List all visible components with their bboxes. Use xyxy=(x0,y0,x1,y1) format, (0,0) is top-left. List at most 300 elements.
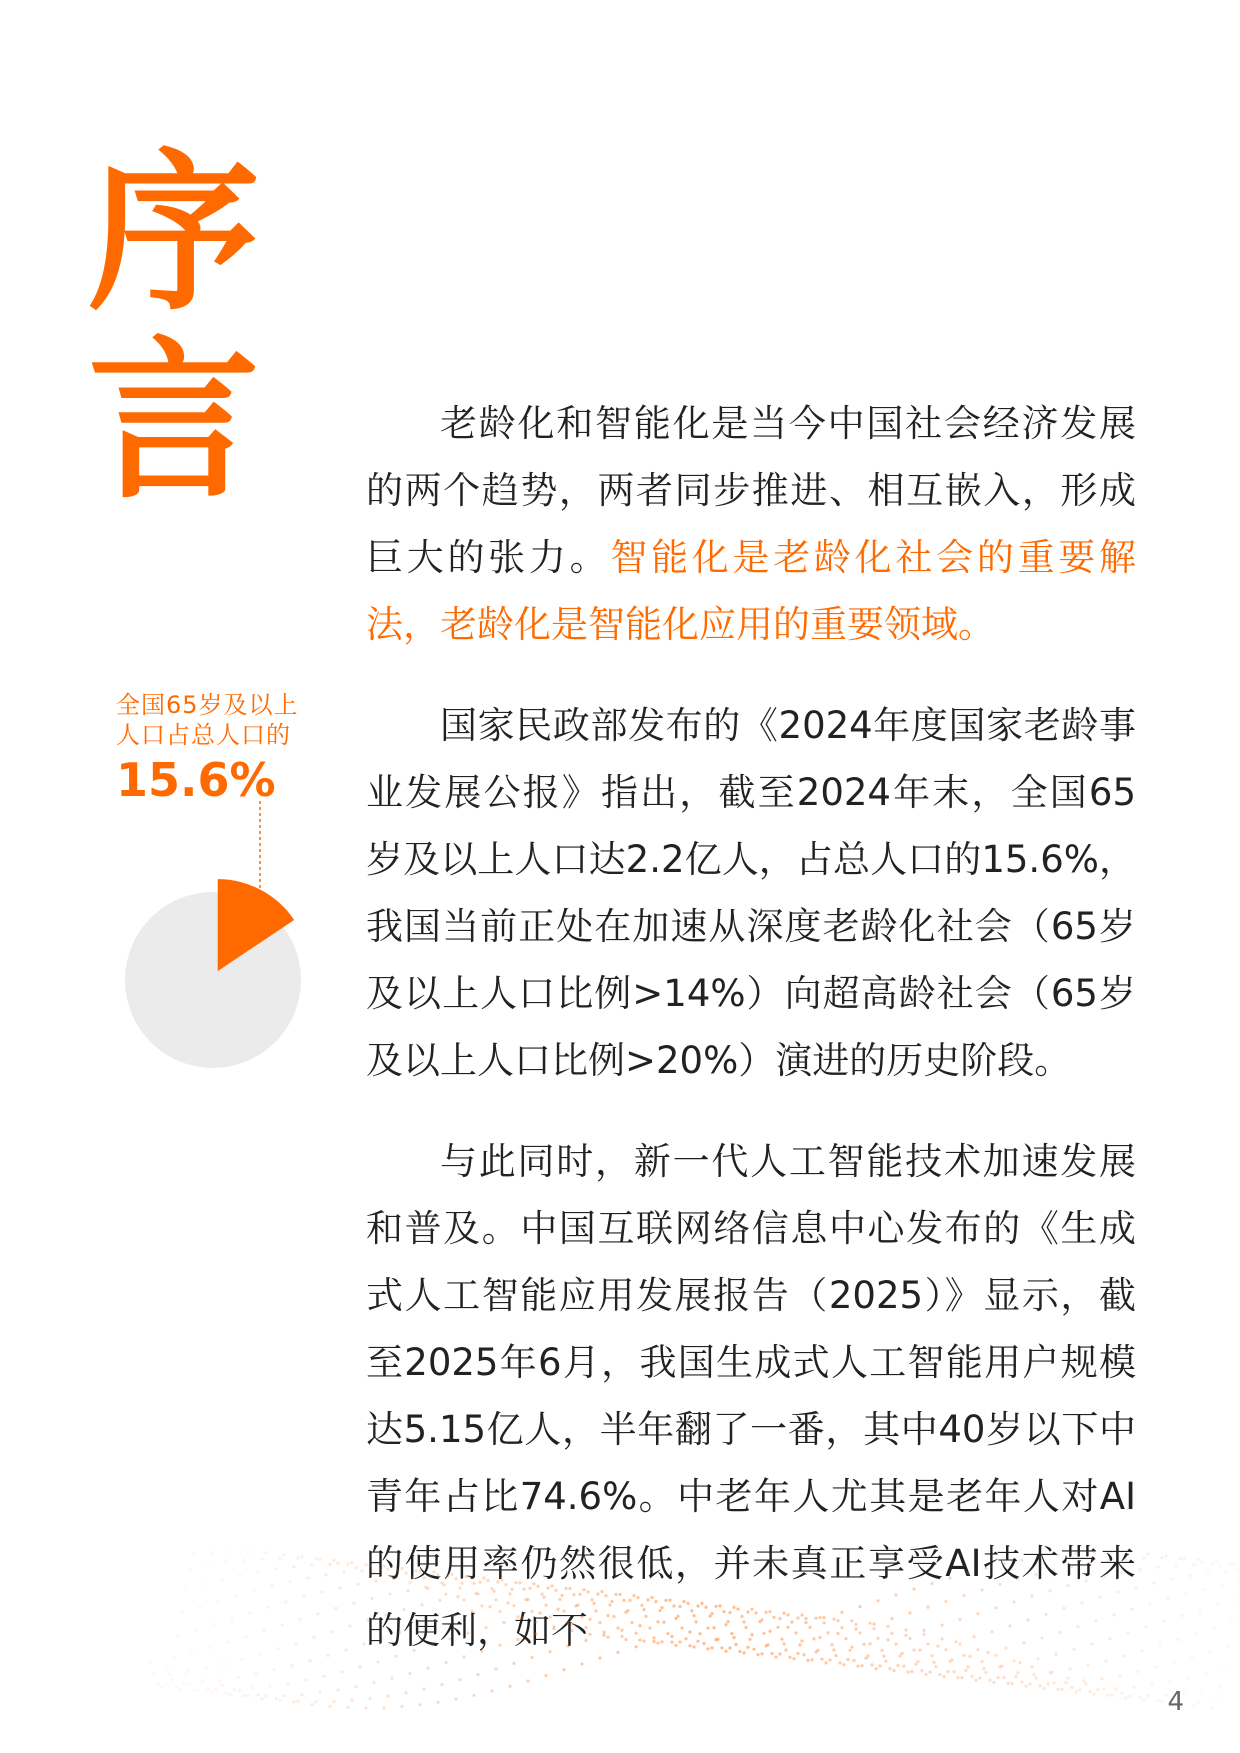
decoration-dot xyxy=(688,1644,691,1647)
decoration-dot xyxy=(354,1685,357,1688)
decoration-dot xyxy=(160,1685,163,1688)
decoration-dot xyxy=(510,1588,513,1591)
decoration-dot xyxy=(786,1626,789,1629)
decoration-dot xyxy=(1048,1671,1051,1674)
decoration-dot xyxy=(902,1665,905,1668)
decoration-dot xyxy=(506,1601,509,1604)
decoration-dot xyxy=(706,1647,709,1650)
decoration-dot xyxy=(984,1567,987,1570)
decoration-dot xyxy=(528,1587,531,1590)
decoration-dot xyxy=(934,1665,937,1668)
decoration-dot xyxy=(840,1626,843,1629)
decoration-dot xyxy=(1120,1571,1123,1574)
decoration-dot xyxy=(1138,1696,1141,1699)
decoration-dot xyxy=(310,1703,313,1706)
decoration-dot xyxy=(1124,1558,1127,1561)
decoration-dot xyxy=(552,1627,555,1630)
decoration-dot xyxy=(368,1564,371,1567)
decoration-dot xyxy=(548,1650,551,1653)
decoration-dot xyxy=(772,1616,775,1619)
decoration-dot xyxy=(294,1642,297,1645)
page-number: 4 xyxy=(1167,1687,1184,1717)
decoration-dot xyxy=(638,1624,641,1627)
decoration-dot xyxy=(940,1623,943,1626)
decoration-dot xyxy=(484,1626,487,1629)
decoration-dot xyxy=(780,1638,783,1641)
decoration-dot xyxy=(1222,1667,1225,1670)
decoration-dot xyxy=(810,1658,813,1661)
decoration-dot xyxy=(612,1615,615,1618)
decoration-dot xyxy=(900,1652,903,1655)
decoration-dot xyxy=(388,1593,391,1596)
decoration-dot xyxy=(710,1646,713,1649)
decoration-dot xyxy=(448,1637,451,1640)
decoration-dot xyxy=(346,1706,349,1709)
decoration-dot xyxy=(1178,1557,1181,1560)
decoration-dot xyxy=(302,1595,305,1598)
decoration-dot xyxy=(1040,1636,1043,1639)
decoration-dot xyxy=(290,1664,293,1667)
decoration-dot xyxy=(376,1660,379,1663)
decoration-dot xyxy=(372,1681,375,1684)
decoration-dot xyxy=(986,1651,989,1654)
paragraph-3: 与此同时，新一代人工智能技术加速发展和普及。中国互联网络信息中心发布的《生成式人工智能应用发展报告（2025）》显示，截至2025年6月，我国生成式人工智能用户规模达5.15亿人，半年翻了一番，其中40岁以下中青年占比74.6%。中老年人尤其是老年人对AI的使用率仍然很低，并未真正享受AI技术带来的便利，如不 xyxy=(366,1140,1136,1652)
decoration-dot xyxy=(740,1615,743,1618)
decoration-dot xyxy=(566,1644,569,1647)
decoration-dot xyxy=(184,1587,187,1590)
decoration-dot xyxy=(244,1635,247,1638)
decoration-dot xyxy=(728,1646,731,1649)
decoration-dot xyxy=(582,1588,585,1591)
decoration-dot xyxy=(696,1640,699,1643)
stat-label-line-1: 全国65岁及以上 xyxy=(116,691,299,719)
decoration-dot xyxy=(450,1573,453,1576)
decoration-dot xyxy=(318,1558,321,1561)
decoration-dot xyxy=(698,1632,701,1635)
decoration-dot xyxy=(970,1675,973,1678)
decoration-dot xyxy=(972,1635,975,1638)
decoration-dot xyxy=(1234,1598,1237,1601)
decoration-dot xyxy=(818,1636,821,1639)
decoration-dot xyxy=(604,1594,607,1597)
decoration-dot xyxy=(442,1583,445,1586)
decoration-dot xyxy=(568,1587,571,1590)
page-title-char-1: 序 xyxy=(88,133,260,334)
decoration-dot xyxy=(754,1611,757,1614)
decoration-dot xyxy=(732,1606,735,1609)
decoration-dot xyxy=(1024,1685,1027,1688)
decoration-dot xyxy=(1156,1566,1159,1569)
decoration-dot xyxy=(396,1568,399,1571)
decoration-dot xyxy=(1134,1586,1137,1589)
decoration-dot xyxy=(846,1658,849,1661)
decoration-dot xyxy=(360,1569,363,1572)
decoration-dot xyxy=(800,1613,803,1616)
decoration-dot xyxy=(820,1658,823,1661)
decoration-dot xyxy=(852,1659,855,1662)
decoration-dot xyxy=(774,1655,777,1658)
decoration-dot xyxy=(1236,1569,1239,1572)
decoration-dot xyxy=(382,1565,385,1568)
decoration-dot xyxy=(1104,1659,1107,1662)
decoration-dot xyxy=(778,1652,781,1655)
decoration-dot xyxy=(332,1700,335,1703)
decoration-dot xyxy=(556,1608,559,1611)
decoration-dot xyxy=(306,1576,309,1579)
decoration-dot xyxy=(1188,1574,1191,1577)
decoration-dot xyxy=(188,1683,191,1686)
decoration-dot xyxy=(826,1631,829,1634)
decoration-dot xyxy=(932,1661,935,1664)
decoration-dot xyxy=(280,1624,283,1627)
decoration-dot xyxy=(682,1600,685,1603)
page-title-char-2: 言 xyxy=(88,321,260,522)
decoration-dot xyxy=(530,1656,533,1659)
decoration-dot xyxy=(1204,1672,1207,1675)
decoration-dot xyxy=(602,1633,605,1636)
decoration-dot xyxy=(686,1602,689,1605)
decoration-dot xyxy=(1114,1687,1117,1690)
decoration-dot xyxy=(382,1706,385,1709)
decoration-dot xyxy=(206,1687,209,1690)
decoration-dot xyxy=(422,1576,425,1579)
decoration-dot xyxy=(246,1694,249,1697)
decoration-dot xyxy=(400,1567,403,1570)
decoration-dot xyxy=(268,1685,271,1688)
decoration-dot xyxy=(558,1598,561,1601)
decoration-dot xyxy=(980,1588,983,1591)
decoration-dot xyxy=(488,1605,491,1608)
decoration-dot xyxy=(854,1627,857,1630)
decoration-dot xyxy=(1008,1624,1011,1627)
decoration-dot xyxy=(1142,1557,1145,1560)
decoration-dot xyxy=(822,1616,825,1619)
decoration-dot xyxy=(404,1691,407,1694)
decoration-dot xyxy=(892,1669,895,1672)
decoration-dot xyxy=(906,1670,909,1673)
decoration-dot xyxy=(1088,1562,1091,1565)
decoration-dot xyxy=(384,1613,387,1616)
decoration-dot xyxy=(588,1633,591,1636)
paragraph-1-highlight: 智能化是老龄化社会的重要解法，老龄化是智能化应用的重要领域。 xyxy=(366,536,1137,646)
decoration-dot xyxy=(832,1648,835,1651)
decoration-dot xyxy=(824,1661,827,1664)
decoration-dot xyxy=(578,1593,581,1596)
decoration-dot xyxy=(922,1633,925,1636)
decoration-dot xyxy=(164,1682,167,1685)
decoration-dot xyxy=(908,1637,911,1640)
decoration-dot xyxy=(1028,1682,1031,1685)
decoration-dot xyxy=(700,1602,703,1605)
decoration-dot xyxy=(492,1589,495,1592)
decoration-dot xyxy=(532,1582,535,1585)
decoration-dot xyxy=(502,1621,505,1624)
decoration-dot xyxy=(206,1564,209,1567)
decoration-dot xyxy=(256,1693,259,1696)
decoration-dot xyxy=(254,1672,257,1675)
decoration-dot xyxy=(470,1610,473,1613)
decoration-dot xyxy=(446,1574,449,1577)
decoration-dot xyxy=(882,1655,885,1658)
decoration-dot xyxy=(550,1584,553,1587)
decoration-dot xyxy=(462,1655,465,1658)
decoration-dot xyxy=(1146,1694,1149,1697)
decoration-dot xyxy=(1162,1620,1165,1623)
decoration-dot xyxy=(894,1593,897,1596)
decoration-dot xyxy=(960,1676,963,1679)
decoration-dot xyxy=(516,1615,519,1618)
decoration-dot xyxy=(1200,1561,1203,1564)
decoration-dot xyxy=(1044,1613,1047,1616)
decoration-dot xyxy=(572,1593,575,1596)
decoration-dot xyxy=(968,1655,971,1658)
decoration-dot xyxy=(838,1661,841,1664)
decoration-dot xyxy=(614,1593,617,1596)
decoration-dot xyxy=(624,1638,627,1641)
decoration-dot xyxy=(234,1594,237,1597)
decoration-dot xyxy=(634,1632,637,1635)
decoration-dot xyxy=(1042,1687,1045,1690)
decoration-dot xyxy=(166,1667,169,1670)
decoration-dot xyxy=(1018,1661,1021,1664)
decoration-dot xyxy=(336,1562,339,1565)
decoration-dot xyxy=(480,1649,483,1652)
decoration-dot xyxy=(650,1596,653,1599)
decoration-dot xyxy=(522,1588,525,1591)
decoration-dot xyxy=(1112,1613,1115,1616)
decoration-dot xyxy=(458,1587,461,1590)
decoration-dot xyxy=(778,1617,781,1620)
decoration-dot xyxy=(878,1664,881,1667)
decoration-dot xyxy=(322,1675,325,1678)
decoration-dot xyxy=(1034,1676,1037,1679)
decoration-dot xyxy=(828,1658,831,1661)
decoration-dot xyxy=(288,1580,291,1583)
decoration-dot xyxy=(922,1629,925,1632)
decoration-dot xyxy=(776,1626,779,1629)
decoration-dot xyxy=(498,1644,501,1647)
decoration-dot xyxy=(870,1663,873,1666)
decoration-dot xyxy=(792,1657,795,1660)
decoration-dot xyxy=(632,1594,635,1597)
decoration-dot xyxy=(1180,1614,1183,1617)
decoration-dot xyxy=(398,1631,401,1634)
decoration-dot xyxy=(618,1593,621,1596)
decoration-dot xyxy=(1080,1601,1083,1604)
decoration-dot xyxy=(282,1553,285,1556)
decoration-dot xyxy=(1128,1694,1131,1697)
decoration-dot xyxy=(1002,1562,1005,1565)
decoration-dot xyxy=(992,1681,995,1684)
decoration-dot xyxy=(748,1638,751,1641)
decoration-dot xyxy=(1218,1565,1221,1568)
decoration-dot xyxy=(1058,1631,1061,1634)
decoration-dot xyxy=(188,1567,191,1570)
decoration-dot xyxy=(494,1598,497,1601)
decoration-dot xyxy=(212,1623,215,1626)
decoration-dot xyxy=(1130,1608,1133,1611)
decoration-dot xyxy=(840,1611,843,1614)
decoration-dot xyxy=(238,1689,241,1692)
decoration-dot xyxy=(346,1562,349,1565)
decoration-dot xyxy=(440,1683,443,1686)
decoration-dot xyxy=(952,1670,955,1673)
decoration-dot xyxy=(1056,1553,1059,1556)
decoration-dot xyxy=(964,1669,967,1672)
decoration-dot xyxy=(616,1651,619,1654)
decoration-dot xyxy=(1082,1679,1085,1682)
decoration-dot xyxy=(544,1674,547,1677)
decoration-dot xyxy=(252,1589,255,1592)
decoration-dot xyxy=(544,1604,547,1607)
decoration-dot xyxy=(678,1640,681,1643)
decoration-dot xyxy=(808,1626,811,1629)
decoration-dot xyxy=(832,1618,835,1621)
decoration-dot xyxy=(1152,1581,1155,1584)
decoration-dot xyxy=(1218,1686,1221,1689)
decoration-dot xyxy=(1168,1680,1171,1683)
decoration-dot xyxy=(948,1576,951,1579)
decoration-dot xyxy=(1106,1693,1109,1696)
decoration-dot xyxy=(886,1638,889,1641)
decoration-dot xyxy=(746,1646,749,1649)
decoration-dot xyxy=(284,1600,287,1603)
decoration-dot xyxy=(464,1575,467,1578)
decoration-dot xyxy=(874,1667,877,1670)
decoration-dot xyxy=(474,1592,477,1595)
decoration-dot xyxy=(1066,1677,1069,1680)
decoration-dot xyxy=(1004,1646,1007,1649)
decoration-dot xyxy=(596,1592,599,1595)
decoration-dot xyxy=(526,1679,529,1682)
decoration-dot xyxy=(412,1649,415,1652)
decoration-dot xyxy=(802,1653,805,1656)
decoration-dot xyxy=(1100,1677,1103,1680)
decoration-dot xyxy=(1120,1692,1123,1695)
decoration-dot xyxy=(380,1637,383,1640)
decoration-dot xyxy=(324,1573,327,1576)
decoration-dot xyxy=(926,1606,929,1609)
decoration-dot xyxy=(156,1682,159,1685)
decoration-dot xyxy=(1052,1569,1055,1572)
decoration-dot xyxy=(512,1662,515,1665)
decoration-dot xyxy=(1010,1682,1013,1685)
decoration-dot xyxy=(624,1611,627,1614)
decoration-dot xyxy=(862,1643,865,1646)
decoration-dot xyxy=(886,1625,889,1628)
decoration-dot xyxy=(422,1687,425,1690)
decoration-dot xyxy=(516,1638,519,1641)
decoration-dot xyxy=(410,1576,413,1579)
decoration-dot xyxy=(300,1555,303,1558)
decoration-dot xyxy=(926,1642,929,1645)
decoration-dot xyxy=(210,1551,213,1554)
decoration-dot xyxy=(350,1699,353,1702)
decoration-dot xyxy=(570,1622,573,1625)
decoration-dot xyxy=(924,1673,927,1676)
decoration-dot xyxy=(860,1664,863,1667)
decoration-dot xyxy=(1212,1626,1215,1629)
decoration-dot xyxy=(606,1614,609,1617)
decoration-dot xyxy=(1034,1573,1037,1576)
decoration-dot xyxy=(520,1616,523,1619)
decoration-dot xyxy=(514,1581,517,1584)
decoration-dot xyxy=(1196,1558,1199,1561)
decoration-dot xyxy=(300,1693,303,1696)
decoration-dot xyxy=(670,1635,673,1638)
decoration-dot xyxy=(214,1688,217,1691)
decoration-dot xyxy=(260,1557,263,1560)
decoration-dot xyxy=(1102,1575,1105,1578)
decoration-dot xyxy=(518,1581,521,1584)
decoration-dot xyxy=(328,1705,331,1708)
decoration-dot xyxy=(818,1616,821,1619)
decoration-dot xyxy=(782,1642,785,1645)
decoration-dot xyxy=(796,1652,799,1655)
decoration-dot xyxy=(1192,1704,1195,1707)
decoration-dot xyxy=(366,1619,369,1622)
decoration-dot xyxy=(876,1637,879,1640)
decoration-dot xyxy=(1016,1578,1019,1581)
decoration-dot xyxy=(1020,1559,1023,1562)
decoration-dot xyxy=(958,1618,961,1621)
decoration-dot xyxy=(406,1589,409,1592)
decoration-dot xyxy=(724,1623,727,1626)
decoration-dot xyxy=(988,1679,991,1682)
decoration-dot xyxy=(1106,1559,1109,1562)
decoration-dot xyxy=(536,1585,539,1588)
decoration-dot xyxy=(554,1589,557,1592)
decoration-dot xyxy=(196,1688,199,1691)
decoration-dot xyxy=(1062,1607,1065,1610)
decoration-dot xyxy=(966,1571,969,1574)
decoration-dot xyxy=(1110,1694,1113,1697)
decoration-dot xyxy=(224,1691,227,1694)
decoration-dot xyxy=(298,1618,301,1621)
decoration-dot xyxy=(786,1613,789,1616)
paragraph-1-text: 老龄化和智能化是当今中国社会经济发展的两个趋势，两者同步推进、相互嵌入，形成巨大的张力。 xyxy=(366,402,1136,579)
decoration-dot xyxy=(1054,1653,1057,1656)
decoration-dot xyxy=(428,1575,431,1578)
decoration-dot xyxy=(974,1679,977,1682)
decoration-dot xyxy=(260,1697,263,1700)
decoration-dot xyxy=(746,1610,749,1613)
decoration-dot xyxy=(796,1616,799,1619)
decoration-dot xyxy=(996,1676,999,1679)
decoration-dot xyxy=(858,1631,861,1634)
decoration-dot xyxy=(598,1621,601,1624)
dot-wave-decoration xyxy=(0,1493,1240,1753)
decoration-dot xyxy=(804,1621,807,1624)
decoration-dot xyxy=(226,1641,229,1644)
decoration-dot xyxy=(904,1628,907,1631)
decoration-dot xyxy=(1046,1682,1049,1685)
decoration-dot xyxy=(1026,1619,1029,1622)
decoration-dot xyxy=(890,1617,893,1620)
decoration-dot xyxy=(1164,1554,1167,1557)
decoration-dot xyxy=(358,1665,361,1668)
decoration-dot xyxy=(1074,1690,1077,1693)
decoration-dot xyxy=(204,1666,207,1669)
decoration-dot xyxy=(610,1600,613,1603)
decoration-dot xyxy=(656,1641,659,1644)
decoration-dot xyxy=(270,1584,273,1587)
decoration-dot xyxy=(884,1660,887,1663)
decoration-dot xyxy=(674,1644,677,1647)
decoration-dot xyxy=(490,1689,493,1692)
decoration-dot xyxy=(480,1604,483,1607)
decoration-dot xyxy=(362,1642,365,1645)
